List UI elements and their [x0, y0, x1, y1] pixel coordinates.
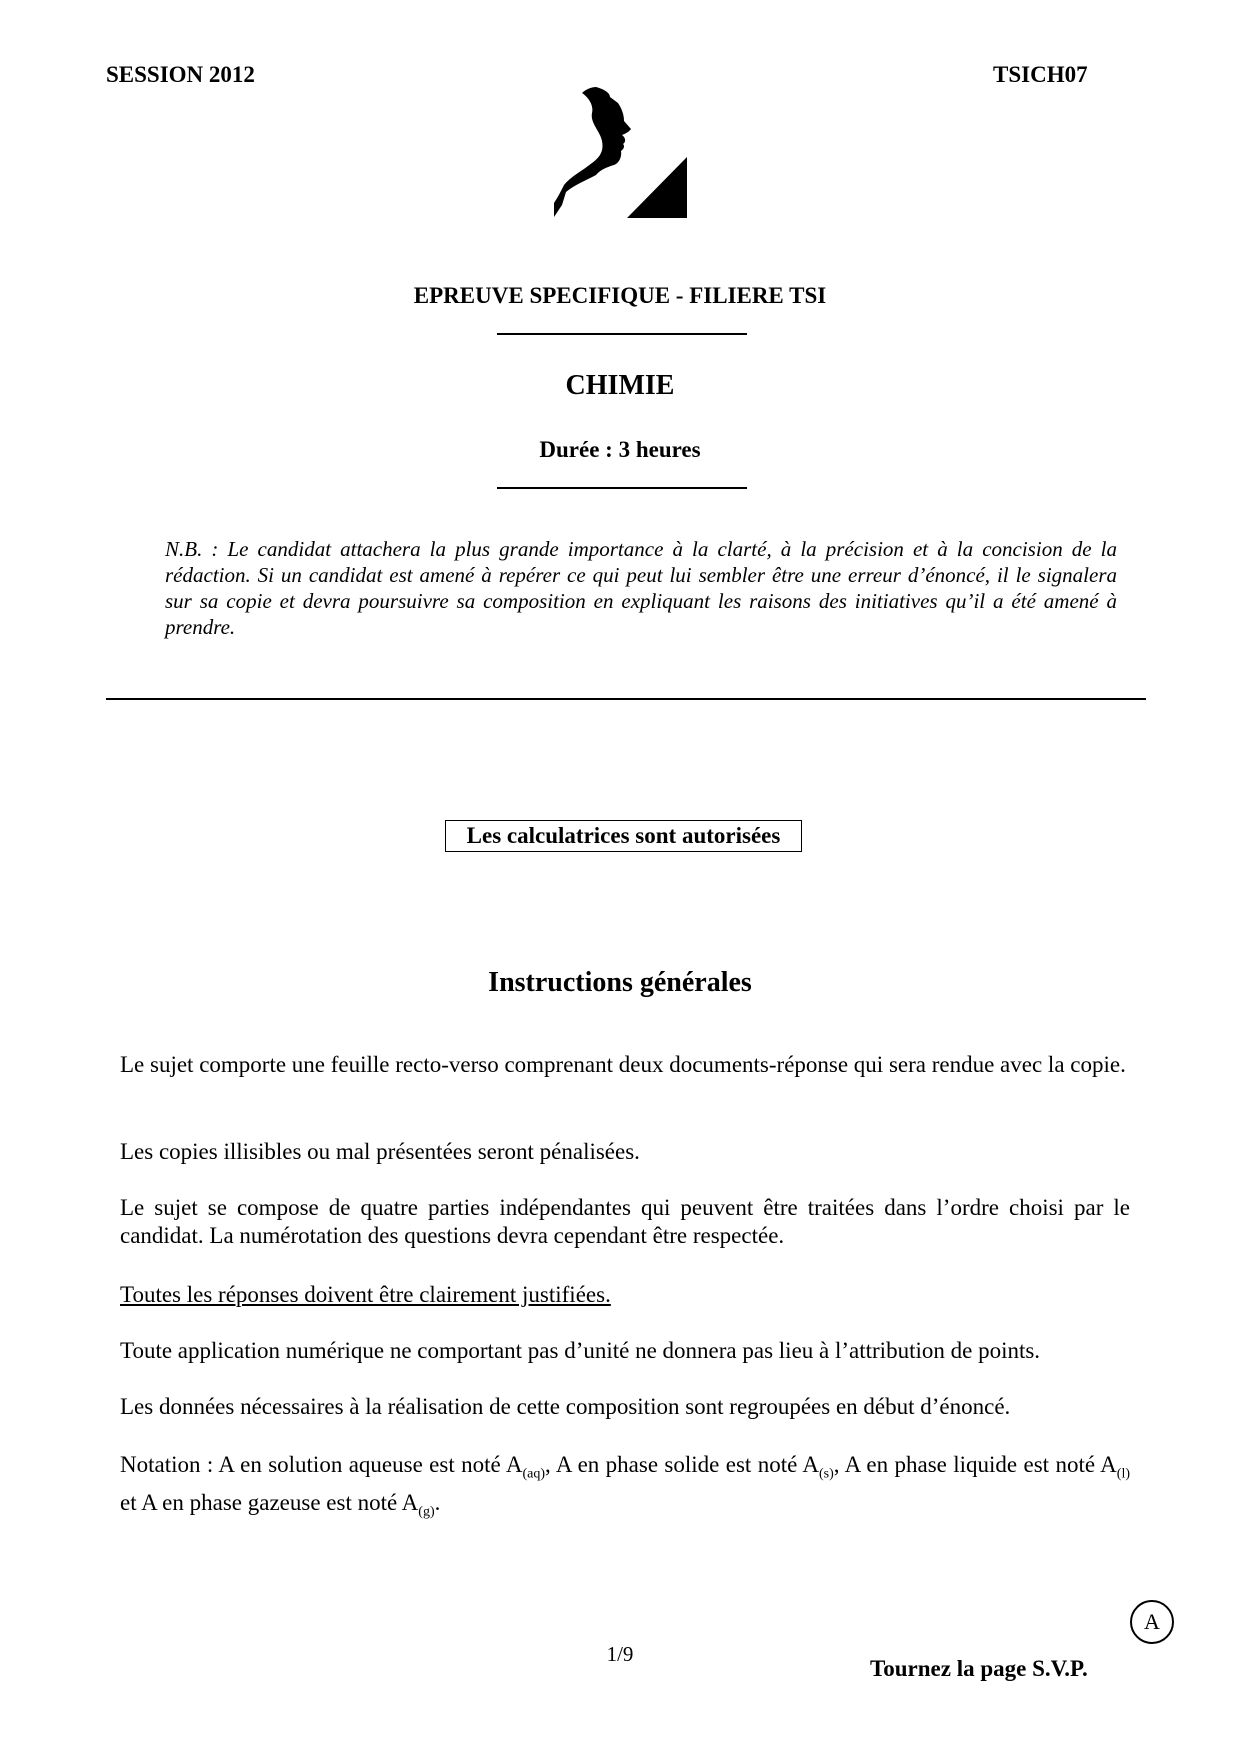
- calculators-notice: Les calculatrices sont autorisées: [445, 820, 802, 852]
- instruction-paragraph: Toute application numérique ne comportant pas d’unité ne donnera pas lieu à l’attribution de points.: [120, 1338, 1041, 1363]
- instruction-paragraph: Les copies illisibles ou mal présentées seront pénalisées.: [120, 1139, 640, 1164]
- notation-subscript: (s): [819, 1466, 834, 1482]
- session-label: SESSION 2012: [106, 62, 255, 87]
- notation-paragraph: [120, 1451, 1130, 1526]
- instruction-paragraph: [120, 1281, 1130, 1309]
- notation-text: Notation : A en solution aqueuse est noté A: [120, 1452, 523, 1477]
- duration-divider: [497, 487, 747, 489]
- variant-badge: A: [1130, 1600, 1174, 1644]
- exam-code: TSICH07: [993, 62, 1088, 87]
- notation-text: , A en phase liquide est noté A: [833, 1452, 1117, 1477]
- nb-note: N.B. : Le candidat attachera la plus grande importance à la clarté, à la précision et à la concision de la rédaction. Si un candidat est amené à repérer ce qui peut lui sembler être une erreur d’énoncé, il le signalera sur sa copie et devra poursuivre sa composition en expliquant les raisons des initiatives qu’il a été amené à prendre.: [165, 537, 1117, 639]
- notation-subscript: (g): [418, 1504, 435, 1520]
- notation-subscript: (aq): [522, 1466, 545, 1482]
- instructions-title: Instructions générales: [488, 967, 752, 998]
- title-divider: [497, 333, 747, 335]
- justification-note: Toutes les réponses doivent être clairement justifiées.: [120, 1282, 611, 1307]
- subject-title: CHIMIE: [565, 370, 675, 401]
- concours-logo-icon: [552, 85, 692, 220]
- instruction-paragraph: Le sujet comporte une feuille recto-verso comprenant deux documents-réponse qui sera rendue avec la copie.: [120, 1052, 1126, 1077]
- section-divider: [106, 698, 1146, 700]
- duration-label: Durée : 3 heures: [539, 437, 701, 462]
- turn-page-note: Tournez la page S.V.P.: [870, 1656, 1088, 1681]
- instruction-paragraph: Les données nécessaires à la réalisation de cette composition sont regroupées en début d’énoncé.: [120, 1394, 1011, 1419]
- notation-text: , A en phase solide est noté A: [544, 1452, 820, 1477]
- notation-subscript: (l): [1116, 1466, 1130, 1482]
- notation-text: .: [434, 1489, 441, 1515]
- notation-text: et A en phase gazeuse est noté A: [120, 1489, 419, 1515]
- instruction-paragraph: Le sujet se compose de quatre parties indépendantes qui peuvent être traitées dans l’ordre choisi par le candidat. La numérotation des questions devra cependant être respectée.: [120, 1195, 1130, 1248]
- epreuve-title: EPREUVE SPECIFIQUE - FILIERE TSI: [413, 283, 827, 308]
- page-number: 1/9: [606, 1642, 634, 1666]
